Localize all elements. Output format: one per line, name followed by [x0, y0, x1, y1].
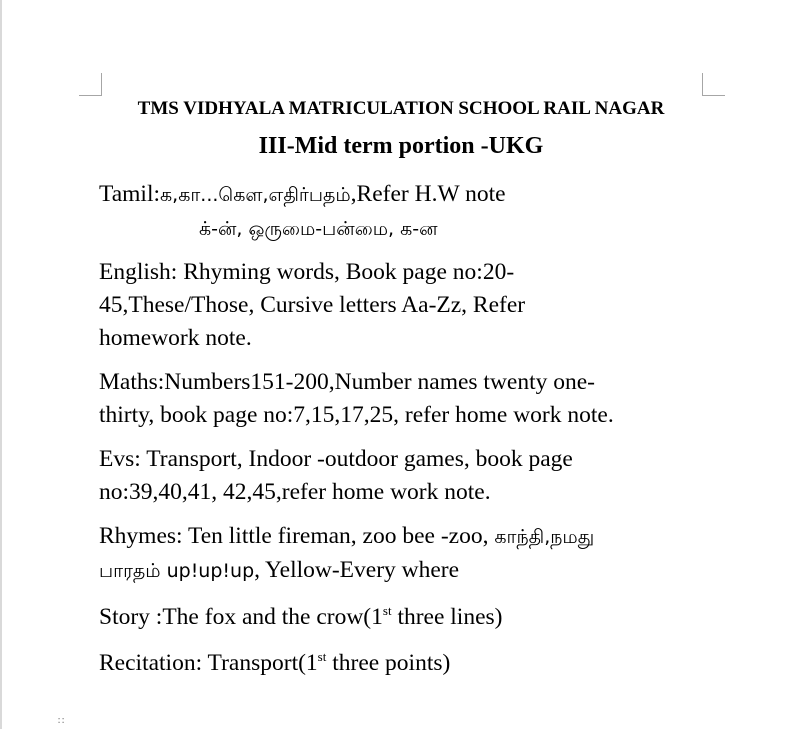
page-margin-corner-top-left — [79, 73, 102, 96]
story-superscript: st — [382, 603, 392, 619]
rhymes-line1: Rhymes: Ten little fireman, zoo bee -zoo, — [99, 523, 495, 549]
english-line1: English: Rhyming words, Book page no:20- — [99, 259, 515, 285]
story-portion — [99, 601, 703, 634]
tamil-portion-line2 — [99, 212, 703, 246]
tamil-line2: க்-ன், ஒருமை-பன்மை, க-ன — [199, 218, 438, 240]
document-body[interactable] — [99, 96, 703, 680]
recitation-text-after: three points) — [326, 650, 451, 676]
tamil-rest: ,Refer H.W note — [350, 181, 506, 207]
school-name: TMS VIDHYALA MATRICULATION SCHOOL RAIL NAGAR — [137, 98, 665, 119]
english-line2: 45,These/Those, Cursive letters Aa-Zz, Refer — [99, 292, 526, 318]
evs-portion — [99, 443, 703, 509]
recitation-text-before: Recitation: Transport(1 — [99, 650, 318, 676]
table-move-handle-icon[interactable]: ∷ — [58, 716, 65, 727]
recitation-portion — [99, 647, 703, 680]
term-title: III-Mid term portion -UKG — [258, 133, 544, 159]
rhymes-line1-tamil: காந்தி,நமது — [494, 526, 595, 548]
maths-line2: thirty, book page no:7,15,17,25, refer home work note. — [99, 402, 614, 428]
page-margin-corner-top-right — [702, 73, 725, 96]
tamil-letters: க,கா...கெள,எதிர்பதம் — [160, 184, 351, 206]
english-line3: homework note. — [99, 325, 252, 351]
rhymes-portion — [99, 520, 703, 588]
rhymes-line2-tamil: பாரதம் up!up!up — [99, 560, 255, 582]
maths-line1: Maths:Numbers151-200,Number names twenty one- — [99, 369, 596, 395]
english-portion — [99, 256, 703, 355]
tamil-portion — [99, 178, 703, 212]
rhymes-line2: , Yellow-Every where — [254, 557, 460, 583]
evs-line2: no:39,40,41, 42,45,refer home work note. — [99, 479, 491, 505]
story-text-after: three lines) — [391, 604, 503, 630]
recitation-superscript: st — [317, 649, 327, 665]
story-text-before: Story :The fox and the crow(1 — [99, 604, 383, 630]
maths-portion — [99, 366, 703, 432]
evs-line1: Evs: Transport, Indoor -outdoor games, book page — [99, 446, 573, 472]
tamil-label: Tamil: — [99, 181, 161, 207]
window-left-edge — [0, 0, 2, 729]
